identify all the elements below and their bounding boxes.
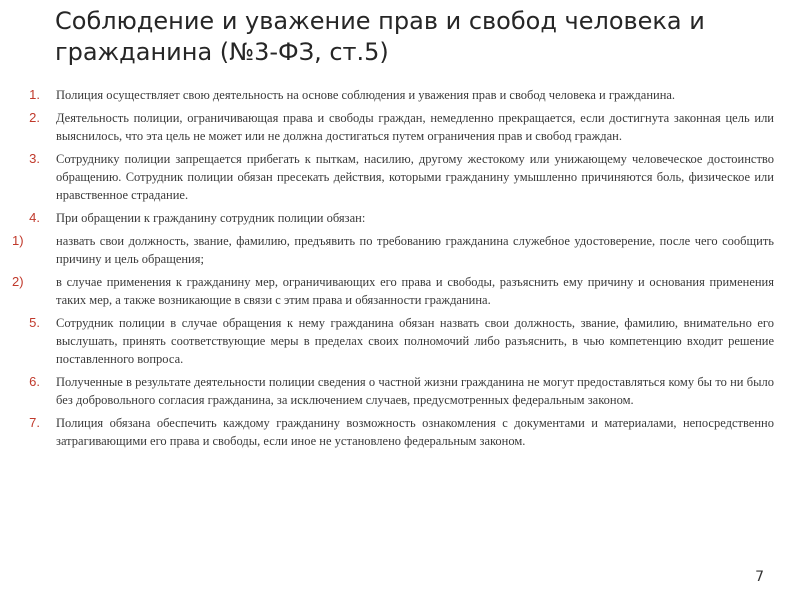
list-item [0,209,800,227]
list-item-marker: 1. [29,87,40,102]
list-item-text: Сотруднику полиции запрещается прибегать к пыткам, насилию, другому жестокому или унижающему человеческое достоинство обращению. Сотрудник полиции обязан пресекать действия, которыми гражданину умышленно причиняются боль, физическое или нравственное страдание. [56,152,774,202]
list-subitem-marker: 2) [12,274,24,289]
list-item-text: Полиция обязана обеспечить каждому гражданину возможность ознакомления с документами и материалами, непосредственно затрагивающими его права и свободы, если иное не установлено федеральным законом. [56,416,774,448]
list-item-text: Деятельность полиции, ограничивающая права и свободы граждан, немедленно прекращается, если достигнута законная цель или выяснилось, что эта цель не может или не должна достигаться путем ограничения прав и свобод граждан. [56,111,774,143]
list-item-text: Полиция осуществляет свою деятельность на основе соблюдения и уважения прав и свобод человека и гражданина. [56,88,676,102]
list-item-marker: 4. [29,210,40,225]
list-subitem [0,273,800,309]
list-item-marker: 6. [29,374,40,389]
list-item [0,414,800,450]
list-item [0,109,800,145]
list-subitem-marker: 1) [12,233,24,248]
list-item-marker: 7. [29,415,40,430]
list-subitem-text: в случае применения к гражданину мер, ограничивающих его права и свободы, разъяснить ему причину и основания применения таких мер, а также возникающие в связи с этим права и обязанности гражданина. [56,275,774,307]
list-item-text: Полученные в результате деятельности полиции сведения о частной жизни гражданина не могут предоставляться кому бы то ни было без добровольного согласия гражданина, за исключением случаев, предусмотренных федеральным законом. [56,375,774,407]
page-number: 7 [755,569,764,585]
list-item-marker: 2. [29,110,40,125]
list-item-marker: 5. [29,315,40,330]
list-item [0,150,800,204]
list-item [0,373,800,409]
list-item-marker: 3. [29,151,40,166]
list-item-text: При обращении к гражданину сотрудник полиции обязан: [56,211,366,225]
list-item-text: Сотрудник полиции в случае обращения к нему гражданина обязан назвать свои должность, звание, фамилию, внимательно его выслушать, принять соответствующие меры в пределах своих полномочий либо разъяснить, в чью компетенцию входит решение поставленного вопроса. [56,316,774,366]
list-item [0,314,800,368]
article-list [0,86,800,455]
list-subitem-text: назвать свои должность, звание, фамилию, предъявить по требованию гражданина служебное удостоверение, после чего сообщить причину и цель обращения; [56,234,774,266]
list-item [0,86,800,104]
page-title: Соблюдение и уважение прав и свобод человека и гражданина (№3-ФЗ, ст.5) [55,7,705,66]
list-subitem [0,232,800,268]
